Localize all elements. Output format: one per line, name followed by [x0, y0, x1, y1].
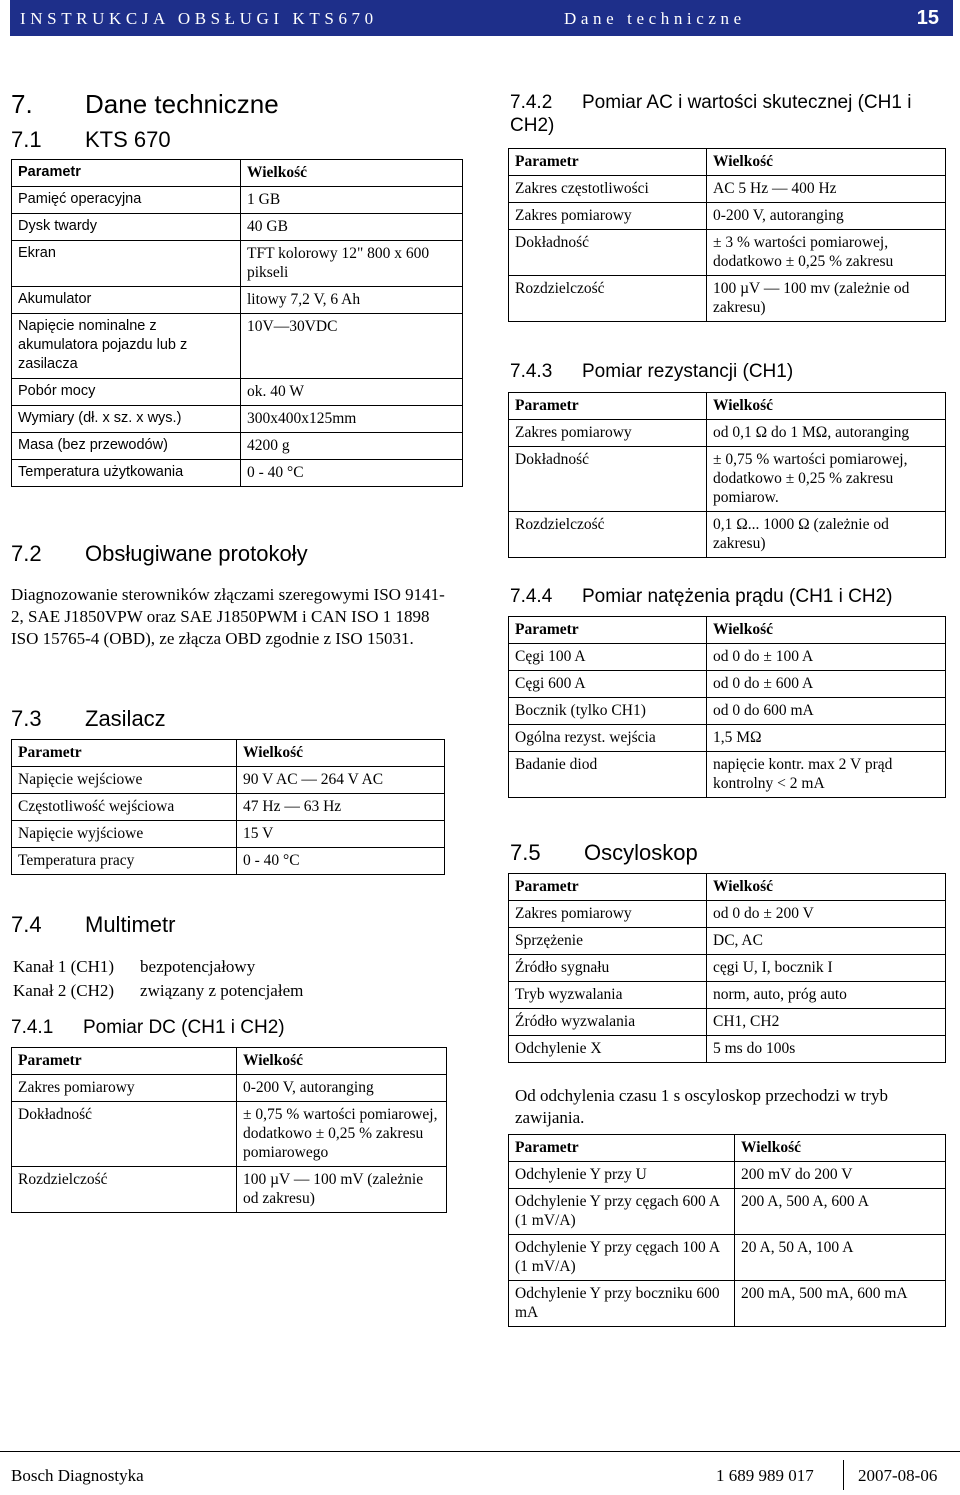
table-row — [509, 512, 946, 558]
parameter-cell: Temperatura użytkowania — [12, 460, 241, 487]
value-cell: od 0 do 600 mA — [707, 698, 946, 725]
table-row — [509, 928, 946, 955]
parameter-cell: Dokładność — [12, 1102, 237, 1167]
value-cell: 40 GB — [241, 214, 463, 241]
value-cell: ± 3 % wartości pomiarowej, dodatkowo ± 0,25 % zakresu — [707, 230, 946, 276]
heading-7: 7. Dane techniczne — [11, 89, 279, 119]
table-header-row — [12, 1048, 447, 1075]
parameter-cell: Badanie diod — [509, 752, 707, 798]
table-row — [509, 982, 946, 1009]
parameter-cell: Tryb wyzwalania — [509, 982, 707, 1009]
header-cell: Parametr — [509, 1135, 735, 1162]
table-header-row — [509, 149, 946, 176]
table-row — [12, 379, 463, 406]
value-cell: 5 ms do 100s — [707, 1036, 946, 1063]
page-header — [10, 0, 953, 36]
parameter-cell: Dokładność — [509, 447, 707, 512]
parameter-cell: Odchylenie X — [509, 1036, 707, 1063]
value-cell: ok. 40 W — [241, 379, 463, 406]
ac-measurement-table — [508, 148, 946, 322]
heading-7-4-2: 7.4.2 Pomiar AC i wartości skutecznej (CH1 i CH2) — [510, 92, 912, 136]
value-cell: 10V—30VDC — [241, 314, 463, 379]
value-cell: norm, auto, próg auto — [707, 982, 946, 1009]
table-header-row — [509, 1135, 946, 1162]
parameter-cell: Zakres pomiarowy — [509, 901, 707, 928]
table-row — [509, 276, 946, 322]
header-cell: Wielkość — [237, 740, 445, 767]
table-header-row — [509, 874, 946, 901]
table-row — [13, 956, 327, 978]
table-row — [509, 644, 946, 671]
table-header-row — [12, 740, 445, 767]
heading-7-2: 7.2 Obsługiwane protokoły — [11, 541, 308, 566]
table-row — [12, 794, 445, 821]
parameter-cell: Rozdzielczość — [509, 276, 707, 322]
parameter-cell: Pobór mocy — [12, 379, 241, 406]
table-row — [12, 241, 463, 287]
parameter-cell: Odchylenie Y przy U — [509, 1162, 735, 1189]
heading-7-3: 7.3 Zasilacz — [11, 706, 166, 731]
table-row — [509, 1162, 946, 1189]
table-row — [12, 1102, 447, 1167]
value-cell: 300x400x125mm — [241, 406, 463, 433]
value-cell: DC, AC — [707, 928, 946, 955]
table-row — [509, 698, 946, 725]
parameter-cell: Dokładność — [509, 230, 707, 276]
header-cell: Wielkość — [237, 1048, 447, 1075]
heading-7-1: 7.1 KTS 670 — [11, 127, 171, 152]
value-cell: 100 µV — 100 mv (zależnie od zakresu) — [707, 276, 946, 322]
parameter-cell: Zakres częstotliwości — [509, 176, 707, 203]
table-row — [509, 1281, 946, 1327]
value-cell: od 0,1 Ω do 1 MΩ, autoranging — [707, 420, 946, 447]
value-cell: 0,1 Ω... 1000 Ω (zależnie od zakresu) — [707, 512, 946, 558]
header-cell: Wielkość — [707, 874, 946, 901]
parameter-cell: Temperatura pracy — [12, 848, 237, 875]
table-row — [509, 230, 946, 276]
value-cell: 0 - 40 °C — [237, 848, 445, 875]
table-row — [509, 1036, 946, 1063]
value-cell: związany z potencjałem — [140, 981, 304, 1000]
value-cell: TFT kolorowy 12" 800 x 600 pikseli — [241, 241, 463, 287]
parameter-cell: Akumulator — [12, 287, 241, 314]
header-cell: Wielkość — [735, 1135, 946, 1162]
parameter-cell: Kanał 1 (CH1) — [13, 957, 115, 976]
table-row — [12, 821, 445, 848]
header-cell: Parametr — [12, 740, 237, 767]
kts670-spec-table — [11, 159, 463, 487]
table-row — [12, 287, 463, 314]
parameter-cell: Cęgi 100 A — [509, 644, 707, 671]
parameter-cell: Odchylenie Y przy boczniku 600 mA — [509, 1281, 735, 1327]
table-row — [509, 725, 946, 752]
header-cell: Parametr — [509, 874, 707, 901]
value-cell: 20 A, 50 A, 100 A — [735, 1235, 946, 1281]
footer-docnum: 1 689 989 017 — [716, 1466, 814, 1485]
value-cell: bezpotencjałowy — [140, 957, 256, 976]
section-title: Dane techniczne — [564, 9, 746, 28]
table-row — [509, 1009, 946, 1036]
parameter-cell: Napięcie nominalne z akumulatora pojazdu lub z zasilacza — [12, 314, 241, 379]
parameter-cell: Zakres pomiarowy — [509, 203, 707, 230]
manual-title: INSTRUKCJA OBSŁUGI KTS670 — [20, 9, 378, 28]
value-cell: 0 - 40 °C — [241, 460, 463, 487]
value-cell: 200 mV do 200 V — [735, 1162, 946, 1189]
value-cell: 0-200 V, autoranging — [237, 1075, 447, 1102]
heading-7-4-3: 7.4.3 Pomiar rezystancji (CH1) — [510, 361, 794, 382]
table-header-row — [12, 160, 463, 187]
parameter-cell: Napięcie wejściowe — [12, 767, 237, 794]
parameter-cell: Źródło wyzwalania — [509, 1009, 707, 1036]
parameter-cell: Dysk twardy — [12, 214, 241, 241]
table-row — [509, 671, 946, 698]
table-row — [12, 187, 463, 214]
oscilloscope-table — [508, 873, 946, 1063]
value-cell: od 0 do ± 100 A — [707, 644, 946, 671]
value-cell: 200 mA, 500 mA, 600 mA — [735, 1281, 946, 1327]
parameter-cell: Zakres pomiarowy — [12, 1075, 237, 1102]
value-cell: 90 V AC — 264 V AC — [237, 767, 445, 794]
table-row — [12, 1075, 447, 1102]
table-row — [12, 767, 445, 794]
value-cell: cęgi U, I, bocznik I — [707, 955, 946, 982]
table-row — [12, 406, 463, 433]
table-row — [509, 176, 946, 203]
parameter-cell: Sprzężenie — [509, 928, 707, 955]
parameter-cell: Wymiary (dł. x sz. x wys.) — [12, 406, 241, 433]
table-row — [12, 460, 463, 487]
value-cell: od 0 do ± 600 A — [707, 671, 946, 698]
value-cell: 15 V — [237, 821, 445, 848]
table-row — [13, 980, 327, 1002]
header-cell: Parametr — [509, 393, 707, 420]
parameter-cell: Cęgi 600 A — [509, 671, 707, 698]
header-cell: Parametr — [509, 617, 707, 644]
parameter-cell: Rozdzielczość — [509, 512, 707, 558]
footer-company: Bosch Diagnostyka — [11, 1466, 144, 1485]
parameter-cell: Odchylenie Y przy cęgach 600 A (1 mV/A) — [509, 1189, 735, 1235]
heading-7-4-4: 7.4.4 Pomiar natężenia prądu (CH1 i CH2) — [510, 586, 893, 607]
value-cell: AC 5 Hz — 400 Hz — [707, 176, 946, 203]
table-row — [12, 214, 463, 241]
table-row — [12, 848, 445, 875]
header-cell: Parametr — [509, 149, 707, 176]
heading-7-4: 7.4 Multimetr — [11, 912, 176, 937]
table-row — [12, 433, 463, 460]
value-cell: 1 GB — [241, 187, 463, 214]
heading-7-5: 7.5 Oscyloskop — [510, 840, 698, 865]
parameter-cell: Kanał 2 (CH2) — [13, 981, 115, 1000]
resistance-table — [508, 392, 946, 558]
table-row — [509, 1235, 946, 1281]
table-row — [12, 314, 463, 379]
y-deflection-table — [508, 1134, 946, 1327]
table-row — [509, 752, 946, 798]
value-cell: ± 0,75 % wartości pomiarowej, dodatkowo ± 0,25 % zakresu pomiarow. — [707, 447, 946, 512]
parameter-cell: Napięcie wyjściowe — [12, 821, 237, 848]
value-cell: 0-200 V, autoranging — [707, 203, 946, 230]
value-cell: 4200 g — [241, 433, 463, 460]
parameter-cell: Źródło sygnału — [509, 955, 707, 982]
table-header-row — [509, 393, 946, 420]
header-cell: Wielkość — [241, 160, 463, 187]
value-cell: 200 A, 500 A, 600 A — [735, 1189, 946, 1235]
parameter-cell: Bocznik (tylko CH1) — [509, 698, 707, 725]
current-table — [508, 616, 946, 798]
parameter-cell: Częstotliwość wejściowa — [12, 794, 237, 821]
value-cell: 47 Hz — 63 Hz — [237, 794, 445, 821]
protocols-text: Diagnozowanie sterowników złączami szeregowymi ISO 9141-2, SAE J1850VPW oraz SAE J1850PWM i CAN ISO 1 1898 ISO 15765-4 (OBD), ze złącza OBD zgodnie z ISO 15031. — [11, 585, 445, 648]
parameter-cell: Rozdzielczość — [12, 1167, 237, 1213]
dc-measurement-table — [11, 1047, 447, 1213]
header-cell: Parametr — [12, 1048, 237, 1075]
parameter-cell: Odchylenie Y przy cęgach 100 A (1 mV/A) — [509, 1235, 735, 1281]
table-header-row — [509, 617, 946, 644]
oscilloscope-note: Od odchylenia czasu 1 s oscyloskop przechodzi w tryb zawijania. — [515, 1086, 888, 1127]
value-cell: 100 µV — 100 mV (zależnie od zakresu) — [237, 1167, 447, 1213]
value-cell: CH1, CH2 — [707, 1009, 946, 1036]
page-footer — [0, 1451, 960, 1495]
header-cell: Parametr — [12, 160, 241, 187]
power-supply-table — [11, 739, 445, 875]
header-cell: Wielkość — [707, 393, 946, 420]
value-cell: litowy 7,2 V, 6 Ah — [241, 287, 463, 314]
value-cell: od 0 do ± 200 V — [707, 901, 946, 928]
table-row — [509, 901, 946, 928]
parameter-cell: Ogólna rezyst. wejścia — [509, 725, 707, 752]
value-cell: 1,5 MΩ — [707, 725, 946, 752]
parameter-cell: Ekran — [12, 241, 241, 287]
parameter-cell: Zakres pomiarowy — [509, 420, 707, 447]
page-number: 15 — [916, 7, 939, 29]
header-cell: Wielkość — [707, 149, 946, 176]
footer-date: 2007-08-06 — [858, 1466, 938, 1485]
table-row — [509, 1189, 946, 1235]
table-row — [12, 1167, 447, 1213]
table-row — [509, 203, 946, 230]
footer-divider — [843, 1460, 844, 1490]
table-row — [509, 420, 946, 447]
multimeter-channels — [11, 954, 329, 1004]
header-cell: Wielkość — [707, 617, 946, 644]
parameter-cell: Masa (bez przewodów) — [12, 433, 241, 460]
parameter-cell: Pamięć operacyjna — [12, 187, 241, 214]
table-row — [509, 955, 946, 982]
value-cell: napięcie kontr. max 2 V prąd kontrolny < 2 mA — [707, 752, 946, 798]
table-row — [509, 447, 946, 512]
value-cell: ± 0,75 % wartości pomiarowej, dodatkowo ± 0,25 % zakresu pomiarowego — [237, 1102, 447, 1167]
heading-7-4-1: 7.4.1 Pomiar DC (CH1 i CH2) — [11, 1017, 285, 1038]
